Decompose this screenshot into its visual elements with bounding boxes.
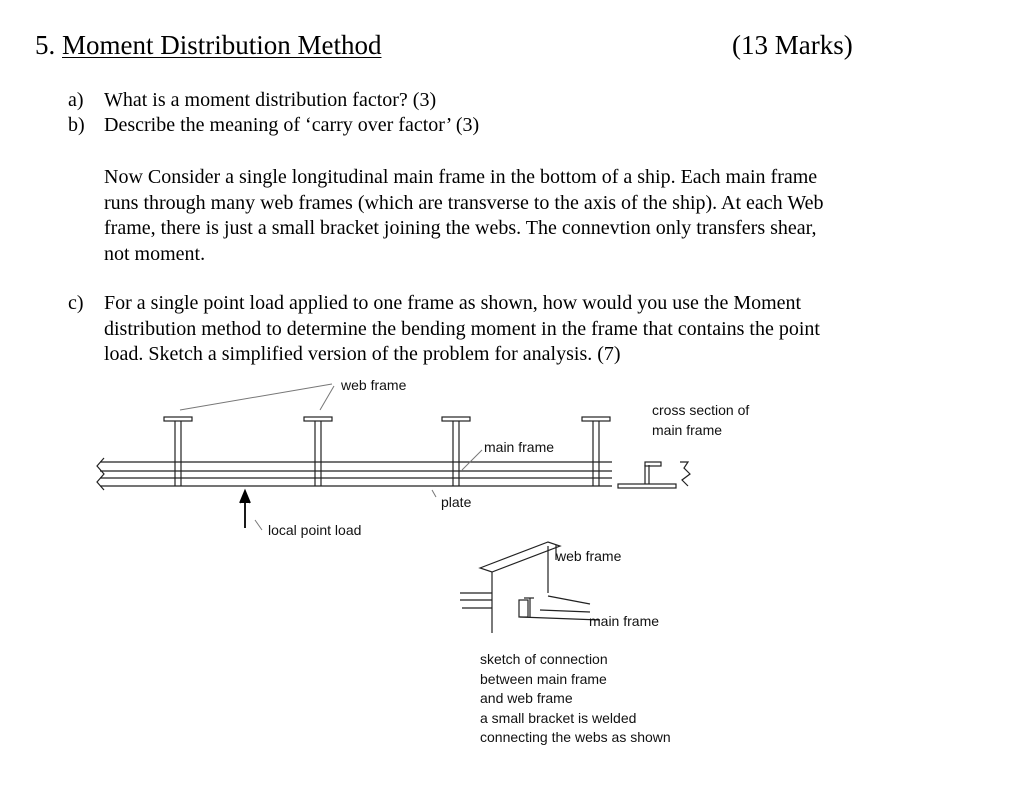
label-cross-section: [652, 401, 749, 440]
label-main-frame: main frame: [484, 439, 555, 455]
part-a-text: What is a moment distribution factor? (3): [104, 89, 437, 111]
context-line: not moment.: [104, 242, 206, 265]
caption-line: sketch of connection: [480, 651, 608, 667]
part-c-line: distribution method to determine the bending moment in the frame that contains the point: [104, 317, 820, 340]
question-title-text: Moment Distribution Method: [62, 30, 382, 60]
context-line: runs through many web frames (which are transverse to the axis of the ship). At each Web: [104, 191, 824, 214]
label-detail-main-frame: main frame: [589, 613, 660, 629]
part-c-line: For a single point load applied to one frame as shown, how would you use the Moment: [104, 292, 802, 314]
label-cross-section-line: cross section of: [652, 402, 750, 418]
label-detail-web-frame: web frame: [556, 548, 622, 564]
cross-section-sketch: [618, 462, 690, 488]
label-cross-section-line: main frame: [652, 421, 723, 438]
caption-line: a small bracket is welded: [480, 709, 637, 726]
question-number: 5.: [35, 30, 56, 60]
context-line: Now Consider a single longitudinal main frame in the bottom of a ship. Each main frame: [104, 166, 818, 188]
question-marks: (13 Marks): [732, 30, 853, 60]
context-line: frame, there is just a small bracket joining the webs. The connevtion only transfers shear,: [104, 217, 817, 239]
caption-line: between main frame: [480, 670, 607, 687]
label-local-point-load: local point load: [268, 522, 362, 538]
point-load-arrow: [240, 491, 250, 528]
web-frame-2: [304, 417, 332, 486]
leader-lines: [180, 384, 482, 530]
web-frame-1: [164, 417, 192, 486]
part-b-label: b): [68, 114, 85, 136]
label-web-frame: web frame: [341, 377, 407, 393]
part-c-label: c): [68, 292, 84, 314]
figure-caption: [480, 650, 671, 748]
plate-lines: [97, 458, 612, 490]
caption-line: connecting the webs as shown: [480, 729, 671, 745]
part-a-label: a): [68, 89, 84, 111]
part-c-line: load. Sketch a simplified version of the problem for analysis. (7): [104, 343, 621, 365]
label-plate: plate: [441, 494, 472, 510]
part-b-text: Describe the meaning of ‘carry over factor’ (3): [104, 114, 480, 136]
web-frame-4: [582, 417, 610, 486]
web-frame-3: [442, 417, 470, 486]
caption-line: and web frame: [480, 690, 573, 706]
